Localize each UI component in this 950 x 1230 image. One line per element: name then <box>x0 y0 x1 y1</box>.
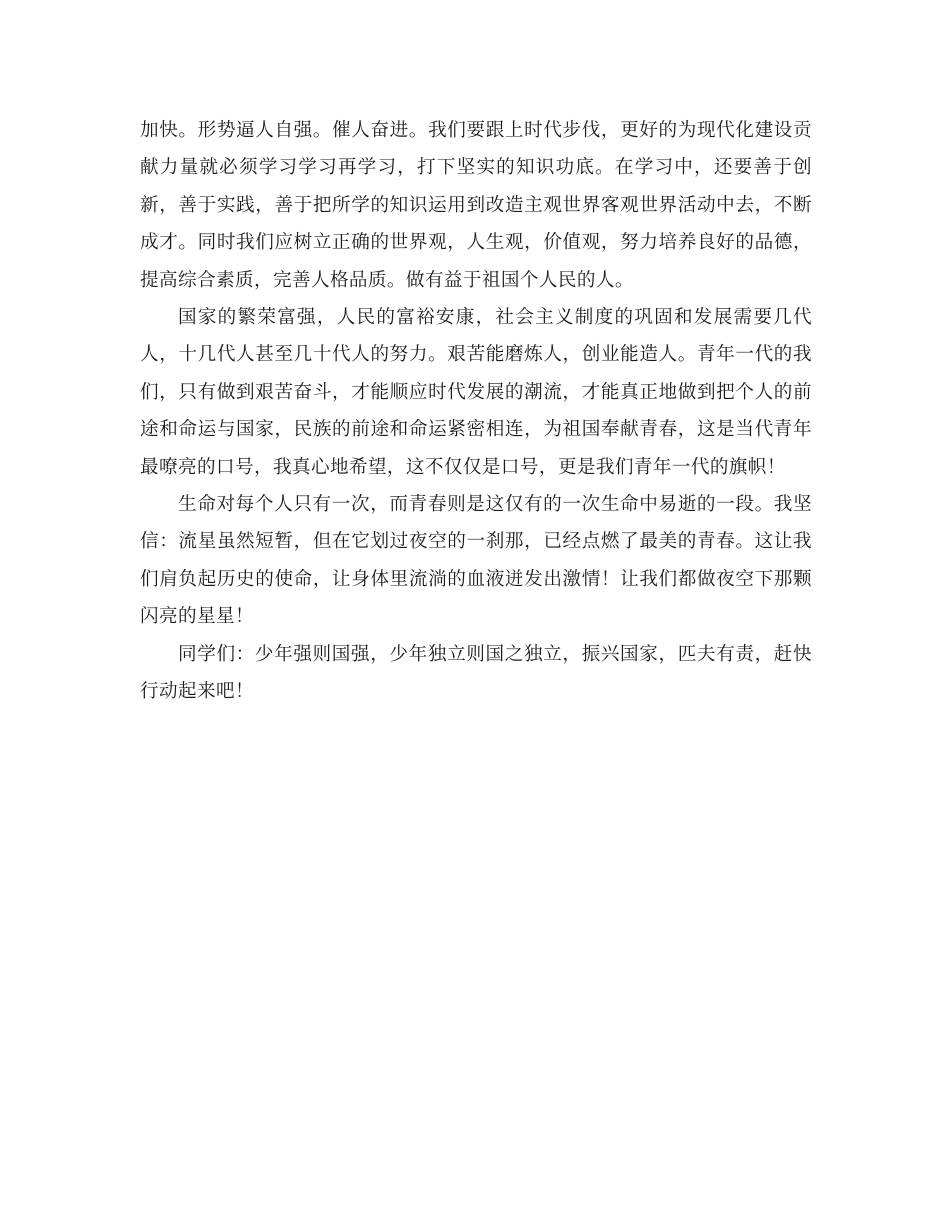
paragraph-continuation: 加快。形势逼人自强。催人奋进。我们要跟上时代步伐，更好的为现代化建设贡献力量就必须学习学习再学习，打下坚实的知识功底。在学习中，还要善于创新，善于实践，善于把所学的知识运用到改造主观世界客观世界活动中去，不断成才。同时我们应树立正确的世界观，人生观，价值观，努力培养良好的品德，提高综合素质，完善人格品质。做有益于祖国个人民的人。 <box>140 120 812 291</box>
document-body <box>140 112 812 711</box>
paragraph: 国家的繁荣富强，人民的富裕安康，社会主义制度的巩固和发展需要几代人，十几代人甚至几十代人的努力。艰苦能磨炼人，创业能造人。青年一代的我们，只有做到艰苦奋斗，才能顺应时代发展的潮流，才能真正地做到把个人的前途和命运与国家，民族的前途和命运紧密相连，为祖国奉献青春，这是当代青年最嘹亮的口号，我真心地希望，这不仅仅是口号，更是我们青年一代的旗帜！ <box>140 307 812 478</box>
paragraph: 同学们：少年强则国强，少年独立则国之独立，振兴国家，匹夫有责，赶快行动起来吧！ <box>140 643 812 703</box>
paragraph: 生命对每个人只有一次，而青春则是这仅有的一次生命中易逝的一段。我坚信：流星虽然短暂，但在它划过夜空的一刹那，已经点燃了最美的青春。这让我们肩负起历史的使命，让身体里流淌的血液迸发出激情！让我们都做夜空下那颗闪亮的星星！ <box>140 494 812 628</box>
